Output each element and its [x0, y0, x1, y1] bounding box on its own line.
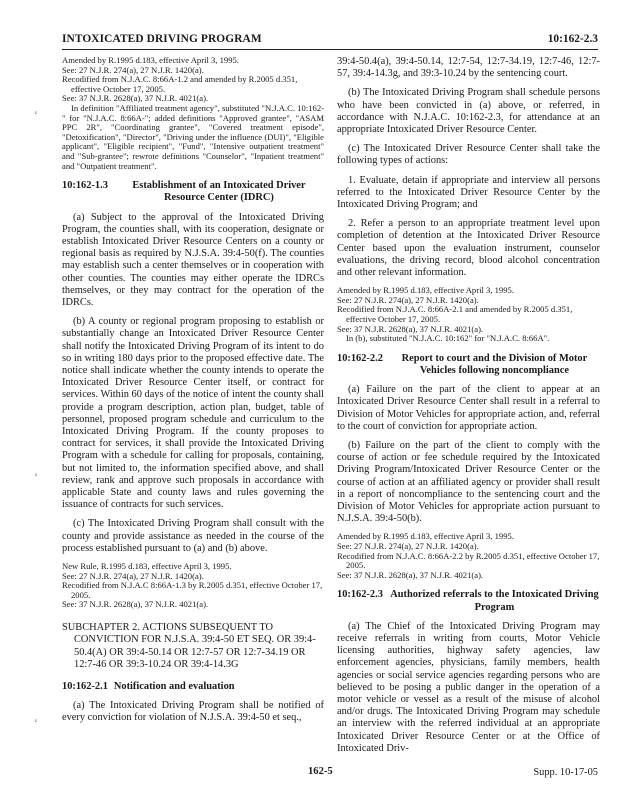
history-note [337, 286, 600, 344]
section-heading [337, 589, 600, 613]
list-item: 1. Evaluate, detain if appropriate and interview all persons referred to the Intoxicated Driver Resource Center by the Intoxicated Driving Program; and [337, 174, 600, 211]
history-line: See: 37 N.J.R. 2628(a), 37 N.J.R. 4021(a). [337, 569, 484, 580]
running-header [62, 33, 598, 50]
history-line: Amended by R.1995 d.183, effective April 3, 1995. [62, 55, 239, 65]
running-title: INTOXICATED DRIVING PROGRAM [62, 33, 262, 45]
history-line: Recodified from N.J.A.C. 8:66A-2.1 and amended by R.2005 d.351, effective October 17, 2005. [337, 304, 573, 325]
section-number: 10:162-1.3 [62, 180, 108, 192]
history-line: In definition "Affiliated treatment agency", substituted "N.J.A.C. 10:162-" for "N.J.A.C. 8:66A-"; added definitions "Approved grantee", "ASAM PPC 2R", "Coordinating grantee", "Covered treatment episode", "Detoxification", "Director", "Driving under the influence (DUI)", "Eligible applicant", "Eligible recipient", "Fund", "Intensive outpatient treatment" and "Sub-grantee"; rewrote definitions "Counselor", "Inpatient treatment" and "Outpatient treatment". [62, 102, 324, 171]
section-number: 10:162-2.1 [62, 680, 108, 692]
section-heading [337, 353, 600, 377]
paragraph: (a) Failure on the part of the client to appear at an Intoxicated Driver Resource Center shall result in a referral to Division of Motor Vehicles for appropriate action, and, referral to the court of conviction for appropriate action. [337, 384, 600, 432]
paragraph: (b) A county or regional program proposing to establish or substantially change an Intoxicated Driver Resource Center shall notify the Intoxicated Driving Program of its intent to do so in writing 180 days prior to the proposed effective date. The notice shall indicate whether the county intends to operate the Intoxicated Driver Resource Center itself, or contract for services. Within 60 days of the notice of intent the county shall provide a program description, action plan, budget, table of personnel, proposed program schedule and curriculum to the Intoxicated Driving Program. If the county proposes to contract for services, it shall provide the Intoxicated Driving Program with a schedule for calling for proposals, containing, but not limited to, the information specified above, and shall review, rank and approve such proposals in accordance with applicable State and county laws and rules governing the issuance of contracts for such services. [62, 316, 324, 511]
margin-mark: ‘ [34, 716, 38, 730]
history-line: Amended by R.1995 d.183, effective April 3, 1995. [337, 531, 514, 542]
section-title: Authorized referrals to the Intoxicated Driving Program [390, 589, 599, 613]
history-line: See: 27 N.J.R. 274(a), 27 N.J.R. 1420(a). [62, 570, 204, 581]
history-line: In (b), substituted "N.J.A.C. 10:162" for "N.J.A.C. 8:66A". [346, 333, 550, 344]
section-heading [62, 180, 324, 204]
section-title: Establishment of an Intoxicated Driver Resource Center (IDRC) [132, 180, 306, 204]
paragraph: (c) The Intoxicated Driver Resource Center shall take the following types of actions: [337, 143, 600, 167]
supplement-date: Supp. 10-17-05 [533, 767, 598, 778]
history-line: Recodified from N.J.A.C 8:66A-1.3 by R.2005 d.351, effective October 17, 2005. [62, 580, 323, 600]
subchapter-heading: SUBCHAPTER 2. ACTIONS SUBSEQUENT TO CONVICTION FOR N.J.S.A. 39:4-50 ET SEQ. OR 39:4-50.4(A) OR 39:4-50.14 OR 12:7-57 OR 12:7-34.19 OR 12:7-46 OR 39:3-10.24 OR 39:4-14.3G [62, 621, 316, 671]
margin-mark: ‘ [34, 108, 38, 122]
paragraph: (a) The Intoxicated Driving Program shall be notified of every conviction for violation of N.J.S.A. 39:4-50 et seq., [62, 699, 324, 724]
history-line: See: 27 N.J.R. 274(a), 27 N.J.R. 1420(a). [337, 294, 479, 305]
history-note [62, 562, 324, 610]
paragraph: (c) The Intoxicated Driving Program shall consult with the county and provide assistance as needed in the course of the process established pursuant to (a) and (b) above. [62, 518, 324, 554]
history-line: See: 37 N.J.R. 2628(a), 37 N.J.R. 4021(a). [62, 93, 209, 104]
paragraph: (a) Subject to the approval of the Intoxicated Driving Program, the counties shall, with its cooperation, designate or establish Intoxicated Driver Resource Centers on a county or regional basis as required by N.J.S.A. 39:4-50(f). The counties may establish such a center themselves or in cooperation with other counties. The counties may either operate the IDRCs themselves, or they may contract for the operation of the IDRCs. [62, 211, 324, 308]
left-column [62, 56, 324, 731]
section-heading [62, 681, 324, 693]
section-number: 10:162-2.2 [337, 352, 383, 364]
history-line: See: 37 N.J.R. 2628(a), 37 N.J.R. 4021(a). [337, 323, 484, 334]
history-line: See: 37 N.J.R. 2628(a), 37 N.J.R. 4021(a). [62, 599, 209, 610]
section-title: Notification and evaluation [113, 680, 235, 692]
section-number: 10:162-2.3 [337, 589, 383, 601]
paragraph: (b) Failure on the part of the client to comply with the course of action or fee schedule required by the Intoxicated Driving Program/Intoxicated Driver Resource Center or the course of action at an affiliated agency or provider shall result in a report of noncompliance to the sentencing court and the Division of Motor Vehicles for appropriate action pursuant to N.J.S.A. 39:4-50(b). [337, 440, 600, 525]
page-number: 162-5 [308, 766, 333, 777]
history-line: Recodified from N.J.A.C. 8:66A-2.2 by R.2005 d.351, effective October 17, 2005. [337, 550, 600, 571]
paragraph: (a) The Chief of the Intoxicated Driving Program may receive referrals in writing from courts, Motor Vehicle licensing authorities, highway safety agencies, law enforcement agencies, physicians, family members, health agencies or social service agencies regarding persons who are believed to be posing a public danger in the operation of a motor vehicle or vessel as a result of the misuse of alcohol and/or drugs. The Intoxicated Driving Program may schedule an interview with the referred individual at an appropriate Intoxicated Driver Resource Center or at the Office of Intoxicated Driv- [337, 620, 600, 754]
history-line: See: 27 N.J.R. 274(a), 27 N.J.R. 1420(a). [62, 64, 204, 75]
history-note [62, 56, 324, 171]
history-line: Recodified from N.J.A.C. 8:66A-1.2 and amended by R.2005 d.351, effective October 17, 2005. [62, 74, 298, 94]
history-note [337, 532, 600, 580]
section-range: 10:162-2.3 [547, 33, 598, 45]
paragraph: (b) The Intoxicated Driving Program shall schedule persons who have been convicted in (a) above, or referred, in accordance with N.J.A.C. 10:162-2.3, for attendance at an appropriate Intoxicated Driver Resource Center. [337, 87, 600, 136]
right-column [337, 56, 600, 762]
section-title: Report to court and the Division of Motor Vehicles following noncompliance [401, 352, 588, 377]
margin-mark: ‘ [34, 470, 38, 484]
history-line: See: 27 N.J.R. 274(a), 27 N.J.R. 1420(a). [337, 541, 479, 552]
list-item: 2. Refer a person to an appropriate treatment level upon completion of detention at the Intoxicated Driver Resource Center based upon the evaluation instrument, counselor evaluations, the driving record, blood alcohol concentration and other relevant information. [337, 218, 600, 279]
history-line: New Rule, R.1995 d.183, effective April 3, 1995. [62, 561, 232, 572]
history-line: Amended by R.1995 d.183, effective April 3, 1995. [337, 285, 514, 296]
paragraph: 39:4-50.4(a), 39:4-50.14, 12:7-54, 12:7-34.19, 12:7-46, 12:7-57, 39:4-14.3g, and 39:3-10.24 by the sentencing court. [337, 56, 600, 80]
